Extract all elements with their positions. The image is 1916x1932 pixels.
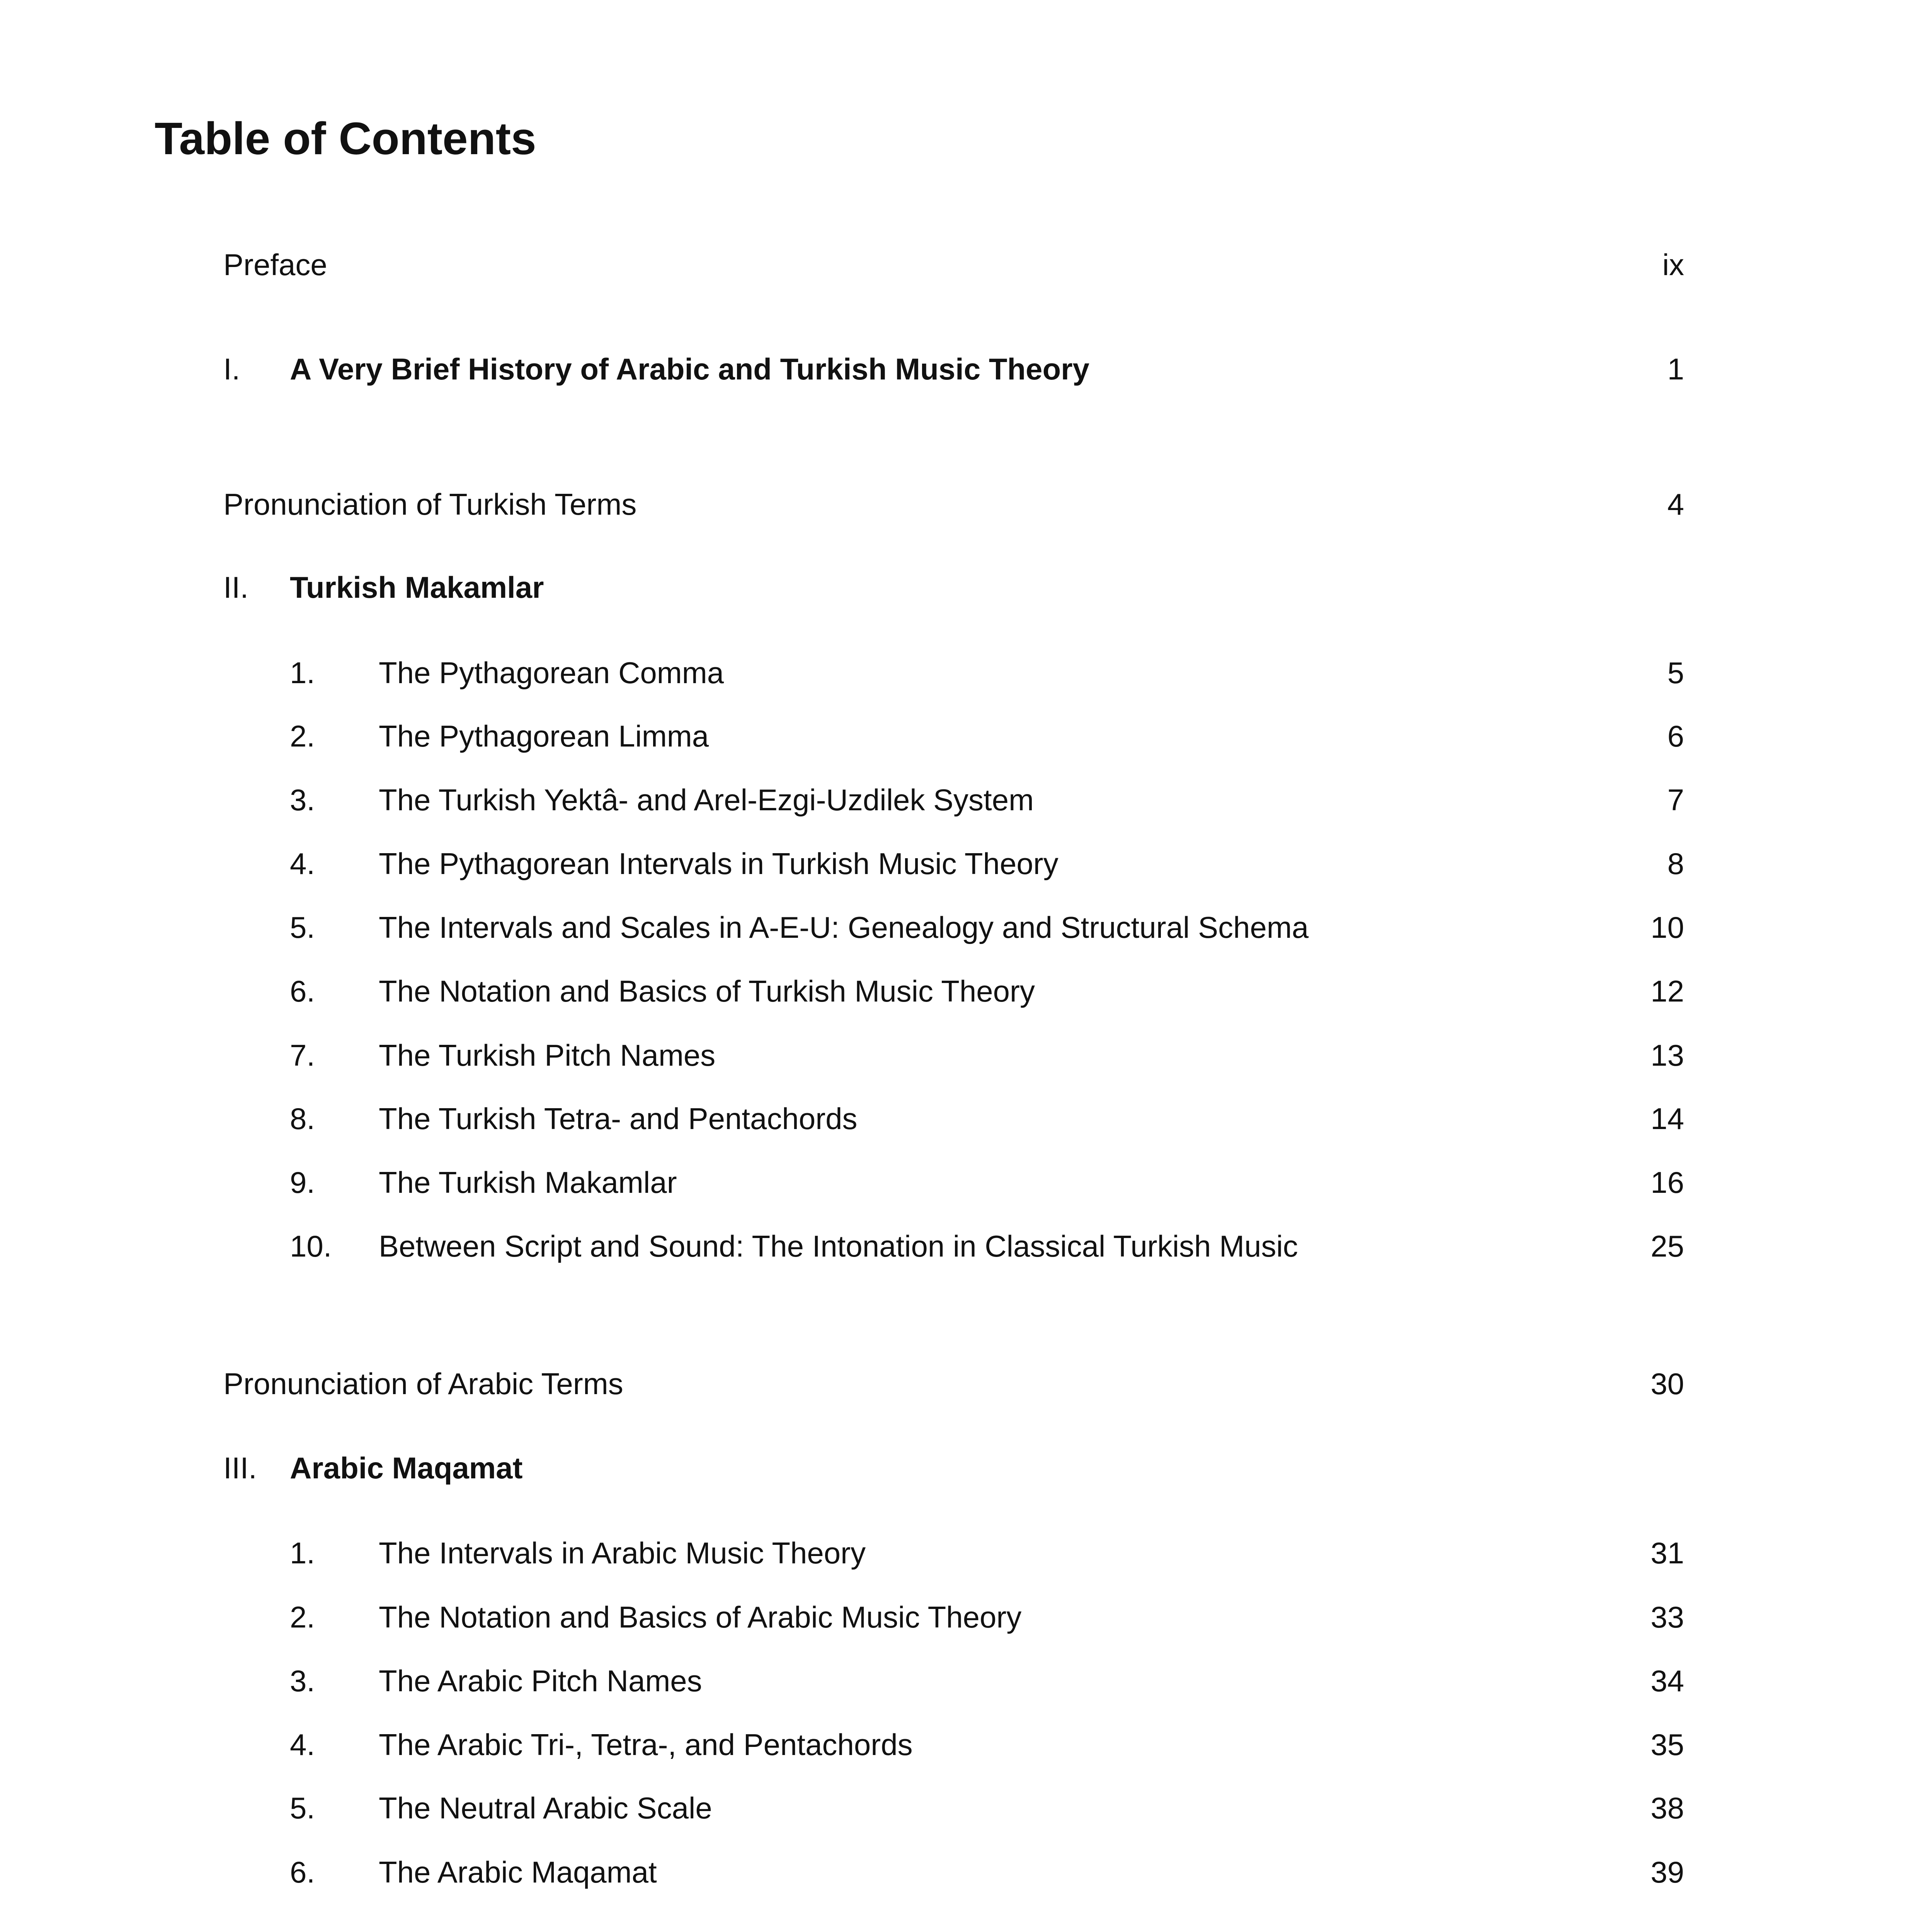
- subentry-number: 8.: [290, 1102, 315, 1136]
- toc-entry-label: Pronunciation of Arabic Terms: [223, 1367, 623, 1401]
- subentry-number: 2.: [290, 1600, 315, 1634]
- toc-page-number: 38: [1651, 1791, 1684, 1825]
- subentry-number: 7.: [290, 1038, 315, 1072]
- subentry-number: 9.: [290, 1165, 315, 1199]
- toc-entry-label: Preface: [223, 248, 327, 282]
- toc-subentry[interactable]: [0, 1225, 1916, 1267]
- toc-subentry[interactable]: [0, 906, 1916, 949]
- subentry-number: 3.: [290, 1664, 315, 1698]
- subentry-number: 6.: [290, 974, 315, 1008]
- toc-page-number: 10: [1651, 910, 1684, 944]
- subentry-title: The Arabic Pitch Names: [379, 1664, 702, 1698]
- toc-subentry[interactable]: [0, 970, 1916, 1012]
- page-title: Table of Contents: [155, 113, 536, 164]
- toc-page-number: 6: [1667, 719, 1684, 753]
- section-title: Turkish Makamlar: [290, 570, 544, 604]
- subentry-title: The Arabic Tri-, Tetra-, and Pentachords: [379, 1728, 913, 1762]
- subentry-title: The Turkish Yektâ- and Arel-Ezgi-Uzdilek System: [379, 783, 1034, 817]
- subentry-title: The Pythagorean Comma: [379, 656, 724, 690]
- toc-page-number: 4: [1667, 487, 1684, 521]
- subentry-number: 10.: [290, 1229, 332, 1263]
- subentry-number: 5.: [290, 910, 315, 944]
- toc-subentry[interactable]: [0, 1034, 1916, 1077]
- subentry-title: Between Script and Sound: The Intonation in Classical Turkish Music: [379, 1229, 1298, 1263]
- subentry-number: 4.: [290, 1728, 315, 1762]
- subentry-title: The Arabic Maqamat: [379, 1855, 657, 1889]
- subentry-title: The Pythagorean Limma: [379, 719, 709, 753]
- subentry-title: The Turkish Pitch Names: [379, 1038, 716, 1072]
- toc-page-number: 34: [1651, 1664, 1684, 1698]
- subentry-title: The Intervals in Arabic Music Theory: [379, 1536, 866, 1570]
- section-number: III.: [223, 1451, 257, 1485]
- subentry-title: The Notation and Basics of Arabic Music Theory: [379, 1600, 1022, 1634]
- toc-page-number: 13: [1651, 1038, 1684, 1072]
- toc-page-number: 1: [1667, 352, 1684, 386]
- toc-subentry[interactable]: [0, 1532, 1916, 1574]
- toc-subentry[interactable]: [0, 1787, 1916, 1829]
- toc-page-number: 35: [1651, 1728, 1684, 1762]
- subentry-title: The Neutral Arabic Scale: [379, 1791, 712, 1825]
- toc-page-number: 8: [1667, 847, 1684, 881]
- toc-page-number: 5: [1667, 656, 1684, 690]
- toc-page-number: 16: [1651, 1165, 1684, 1199]
- subentry-title: The Intervals and Scales in A-E-U: Genealogy and Structural Schema: [379, 910, 1309, 944]
- toc-subentry[interactable]: [0, 1097, 1916, 1140]
- toc-subentry[interactable]: [0, 1723, 1916, 1766]
- toc-subentry[interactable]: [0, 715, 1916, 757]
- toc-page-number: 39: [1651, 1855, 1684, 1889]
- toc-page-number: 30: [1651, 1367, 1684, 1401]
- toc-page-number: 31: [1651, 1536, 1684, 1570]
- toc-entry-preface[interactable]: [0, 243, 1916, 286]
- toc-page-number: 7: [1667, 783, 1684, 817]
- toc-page-number: 25: [1651, 1229, 1684, 1263]
- toc-page-number: 33: [1651, 1600, 1684, 1634]
- subentry-title: The Turkish Tetra- and Pentachords: [379, 1102, 858, 1136]
- subentry-number: 5.: [290, 1791, 315, 1825]
- subentry-title: The Turkish Makamlar: [379, 1165, 677, 1199]
- subentry-title: The Pythagorean Intervals in Turkish Music Theory: [379, 847, 1058, 881]
- toc-subentry[interactable]: [0, 779, 1916, 821]
- toc-entry-pronunciation-arabic[interactable]: [0, 1362, 1916, 1405]
- section-title: Arabic Maqamat: [290, 1451, 523, 1485]
- subentry-number: 1.: [290, 656, 315, 690]
- toc-subentry[interactable]: [0, 651, 1916, 694]
- toc-section-2[interactable]: [0, 566, 1916, 609]
- toc-section-1[interactable]: [0, 348, 1916, 390]
- toc-page-number: 12: [1651, 974, 1684, 1008]
- toc-subentry[interactable]: [0, 1660, 1916, 1702]
- toc-subentry[interactable]: [0, 1596, 1916, 1638]
- subentry-title: The Notation and Basics of Turkish Music Theory: [379, 974, 1035, 1008]
- toc-entry-label: Pronunciation of Turkish Terms: [223, 487, 637, 521]
- subentry-number: 6.: [290, 1855, 315, 1889]
- toc-section-3[interactable]: [0, 1447, 1916, 1489]
- subentry-number: 3.: [290, 783, 315, 817]
- toc-entry-pronunciation-turkish[interactable]: [0, 483, 1916, 526]
- toc-page-number: 14: [1651, 1102, 1684, 1136]
- subentry-number: 1.: [290, 1536, 315, 1570]
- toc-subentry[interactable]: [0, 1161, 1916, 1204]
- subentry-number: 4.: [290, 847, 315, 881]
- section-number: II.: [223, 570, 249, 604]
- section-number: I.: [223, 352, 240, 386]
- toc-page-number: ix: [1662, 248, 1684, 282]
- subentry-number: 2.: [290, 719, 315, 753]
- section-title: A Very Brief History of Arabic and Turkish Music Theory: [290, 352, 1089, 386]
- toc-subentry[interactable]: [0, 1851, 1916, 1893]
- toc-subentry[interactable]: [0, 842, 1916, 885]
